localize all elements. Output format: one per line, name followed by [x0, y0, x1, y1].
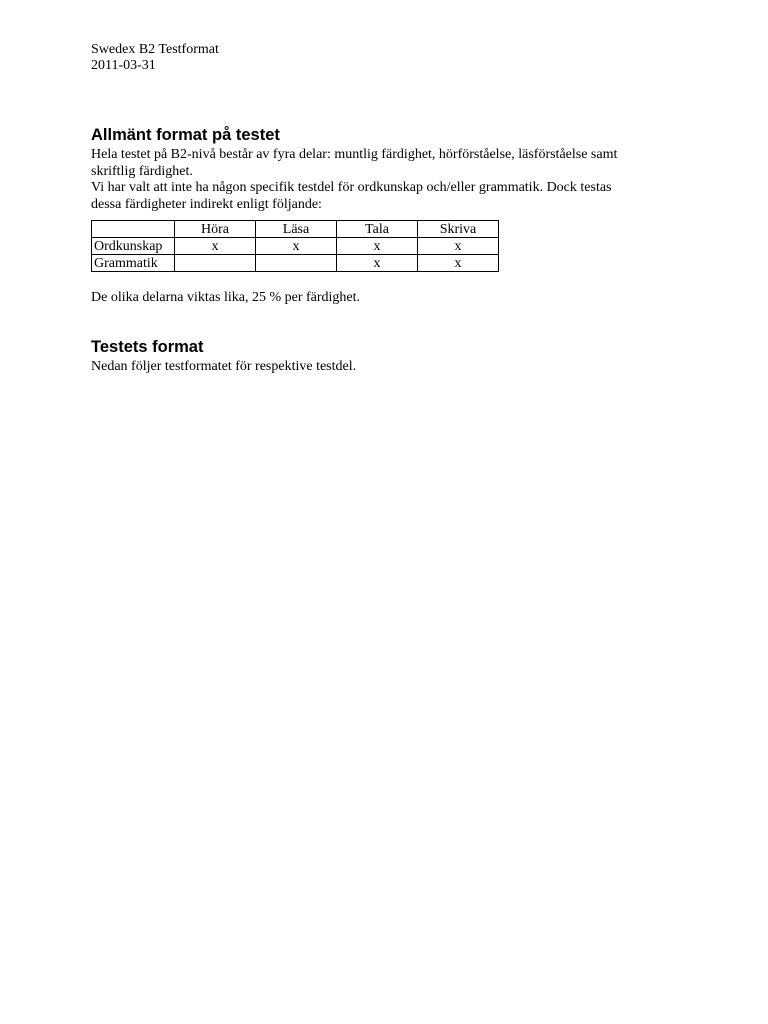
- table-cell: [175, 255, 256, 272]
- section-heading-general-format: Allmänt format på testet: [91, 126, 280, 144]
- intro-paragraph-line: skriftlig färdighet.: [91, 163, 193, 179]
- table-header-cell: Tala: [337, 221, 418, 238]
- intro-paragraphs: [91, 147, 691, 213]
- table-row: [92, 238, 499, 255]
- table-header-cell: [92, 221, 175, 238]
- table-cell: x: [418, 255, 499, 272]
- table-row-label: Grammatik: [92, 255, 175, 272]
- table-cell: [256, 255, 337, 272]
- section-heading-test-format: Testets format: [91, 337, 204, 356]
- document-date: 2011-03-31: [91, 58, 156, 73]
- table-cell: x: [337, 238, 418, 255]
- intro-paragraph-line: Vi har valt att inte ha någon specifik testdel för ordkunskap och/eller grammatik. Dock testas: [91, 180, 612, 195]
- table-header-cell: Höra: [175, 221, 256, 238]
- document-title: Swedex B2 Testformat: [91, 42, 219, 57]
- weighting-text: De olika delarna viktas lika, 25 % per färdighet.: [91, 290, 361, 305]
- table-row-label: Ordkunskap: [92, 238, 175, 255]
- test-format-text: Nedan följer testformatet för respektive testdel.: [91, 358, 357, 374]
- table-cell: x: [337, 255, 418, 272]
- intro-paragraph-line: Hela testet på B2-nivå består av fyra delar: muntlig färdighet, hörförståelse, läsförståelse samt: [91, 147, 618, 162]
- table-header-cell: Skriva: [418, 221, 499, 238]
- table-cell: x: [256, 238, 337, 255]
- table-header-row: [92, 221, 499, 238]
- table-header-cell: Läsa: [256, 221, 337, 238]
- intro-paragraph-line: dessa färdigheter indirekt enligt följande:: [91, 196, 322, 212]
- table-cell: x: [418, 238, 499, 255]
- document-page: [91, 42, 691, 375]
- skills-table: [91, 220, 499, 272]
- table-cell: x: [175, 238, 256, 255]
- table-row: [92, 255, 499, 272]
